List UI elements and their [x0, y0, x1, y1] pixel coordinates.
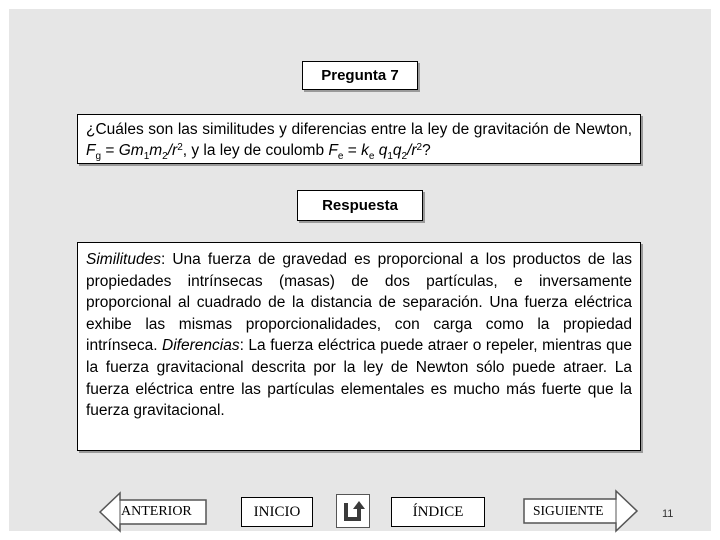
page-number: 11 — [662, 508, 674, 520]
question-end: ? — [422, 142, 431, 159]
symbol-q1: q — [378, 142, 388, 159]
question-text-2: , y la ley de coulomb — [182, 142, 329, 159]
answer-label-text: Respuesta — [322, 197, 398, 214]
index-label: ÍNDICE — [412, 503, 464, 520]
sup-2b: 2 — [416, 142, 423, 153]
question-box — [77, 114, 641, 164]
symbol-fe: F — [328, 142, 338, 159]
prev-label: ANTERIOR — [121, 504, 192, 519]
home-button[interactable] — [241, 497, 313, 527]
answer-box — [77, 242, 641, 451]
symbol-k: k — [361, 142, 369, 159]
question-title-text: Pregunta 7 — [321, 67, 399, 84]
symbol-m1: m — [130, 142, 144, 159]
next-label: SIGUIENTE — [533, 503, 604, 518]
equals-1: = — [101, 142, 119, 159]
sub-q2: 2 — [401, 151, 408, 162]
next-button[interactable] — [522, 489, 640, 533]
symbol-m2: m — [149, 142, 163, 159]
similitudes-label: Similitudes — [86, 251, 161, 268]
sub-1: 1 — [143, 151, 150, 162]
sub-ke: e — [368, 151, 375, 162]
prev-button[interactable] — [98, 491, 210, 533]
home-label: INICIO — [253, 503, 301, 520]
symbol-f: F — [86, 142, 96, 159]
return-arrow-icon — [337, 495, 369, 527]
symbol-g: G — [118, 142, 131, 159]
equals-2: = — [343, 142, 362, 159]
sub-g: g — [95, 151, 102, 162]
sup-2: 2 — [177, 142, 183, 153]
answer-label — [297, 190, 423, 221]
index-button[interactable] — [391, 497, 485, 527]
diferencias-text: : La fuerza eléctrica puede atraer o repeler, mientras que la fuerza gravitacional descrita por la ley de Newton sólo puede atraer. La fuerza eléctrica entre las partículas elementales es mucho más fuerte que la fuerza gravitacional. — [86, 337, 632, 420]
symbol-q2: q — [392, 142, 402, 159]
similitudes-text: : Una fuerza de gravedad es proporcional a los productos de las propiedades intrínsecas (masas) de dos partículas, e inversamente proporcional al cuadrado de la distancia de separación. Una fuerza eléctrica exhibe las mismas proporcionalidades, con carga como la propiedad intrínseca. — [86, 251, 632, 355]
question-text: ¿Cuáles son las similitudes y diferencias entre la ley de gravitación de Newton, — [86, 121, 632, 138]
symbol-r2: /r — [407, 142, 417, 159]
diferencias-label: Diferencias — [162, 337, 240, 355]
sub-q1: 1 — [387, 151, 393, 162]
sub-e: e — [337, 151, 344, 162]
symbol-r: /r — [167, 142, 178, 159]
question-title — [302, 61, 418, 90]
return-button[interactable] — [336, 494, 370, 528]
sub-2: 2 — [162, 151, 168, 162]
